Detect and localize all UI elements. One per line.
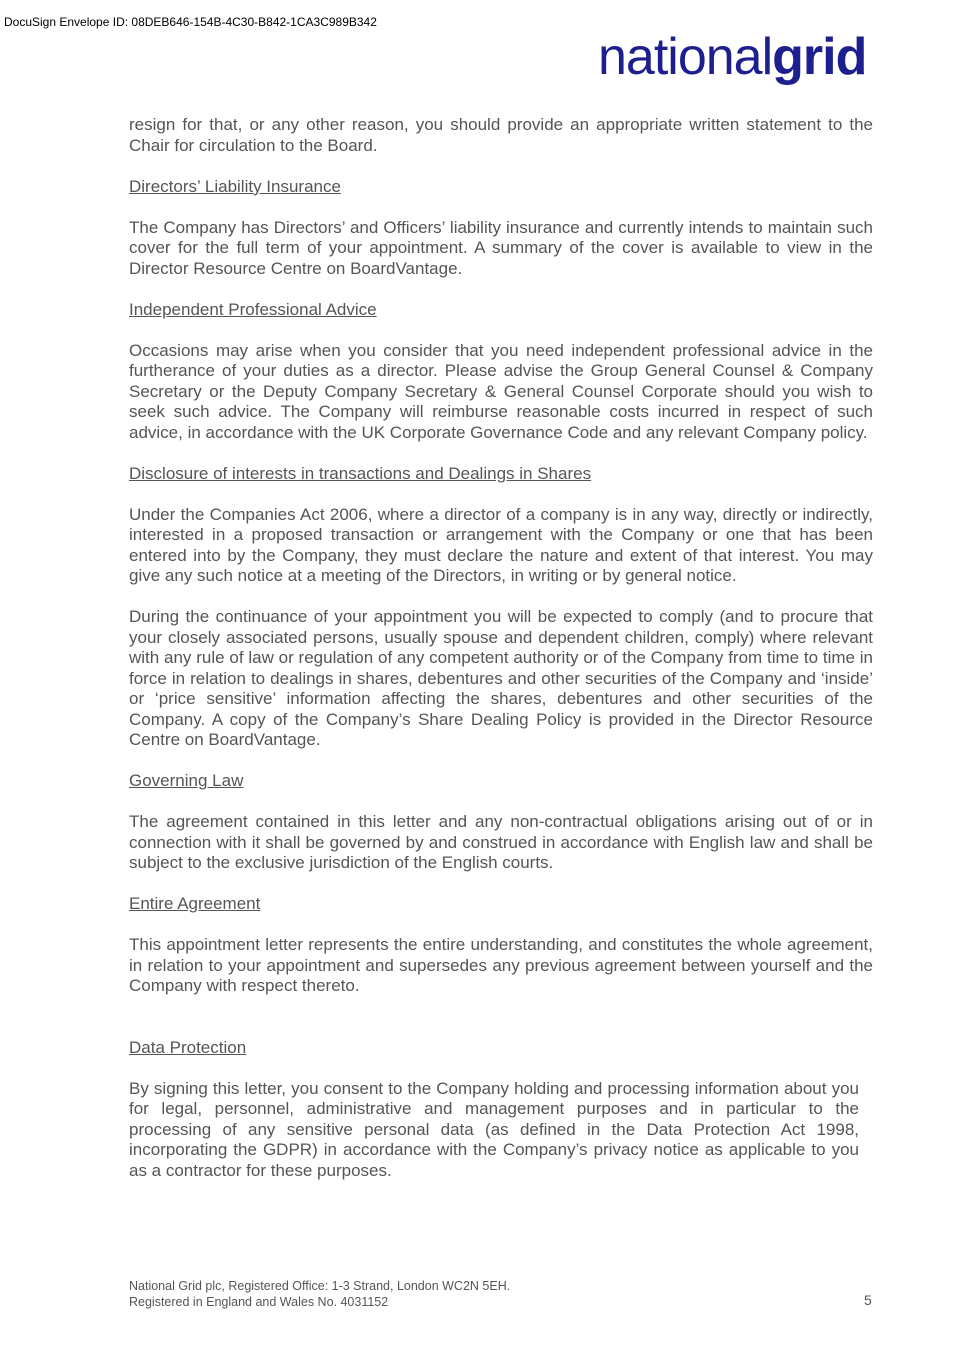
footer-registered-office: National Grid plc, Registered Office: 1-3 Strand, London WC2N 5EH. [129,1279,511,1293]
data-protection-heading: Data Protection [129,1037,247,1057]
national-grid-logo [598,26,866,88]
entire-agreement-heading: Entire Agreement [129,894,261,913]
advice-heading: Independent Professional Advice [129,299,377,319]
page-footer [129,1279,510,1310]
insurance-paragraph: The Company has Directors’ and Officers’ liability insurance and currently intends to maintain such cover for the full term of your appointment. A summary of the cover is available to view in the Director Resource Centre on BoardVantage. [129,217,873,278]
intro-paragraph: resign for that, or any other reason, you should provide an appropriate written statement to the Chair for circulation to the Board. [129,115,873,155]
advice-paragraph: Occasions may arise when you consider that you need independent professional advice in the furtherance of your duties as a director. Please advise the Group General Counsel & Company Secretary or the Deputy Company Secretary & General Counsel Corporate should you wish to seek such advice. The Company will reimburse reasonable costs incurred in respect of such advice, in accordance with the UK Corporate Governance Code and any relevant Company policy. [129,340,873,442]
data-protection-paragraph: By signing this letter, you consent to the Company holding and processing information about you for legal, personnel, administrative and management purposes and in particular to the processing of any sensitive personal data (as defined in the Data Protection Act 1998, incorporating the GDPR) in accordance with the Company’s privacy notice as applicable to you as a contractor for these purposes. [129,1078,859,1180]
footer-registration-number: Registered in England and Wales No. 4031152 [129,1294,389,1309]
docusign-envelope-id: DocuSign Envelope ID: 08DEB646-154B-4C30-B842-1CA3C989B342 [4,15,377,29]
insurance-heading: Directors’ Liability Insurance [129,176,341,196]
governing-law-paragraph: The agreement contained in this letter and any non-contractual obligations arising out of or in connection with it shall be governed by and construed in accordance with English law and shall be subject to the exclusive jurisdiction of the English courts. [129,812,873,872]
logo-text-grid: grid [772,28,867,86]
governing-law-heading: Governing Law [129,771,244,790]
entire-agreement-paragraph: This appointment letter represents the entire understanding, and constitutes the whole agreement, in relation to your appointment and supersedes any previous agreement between yourself and the Company with respect thereto. [129,935,873,995]
disclosure-paragraph-1: Under the Companies Act 2006, where a director of a company is in any way, directly or indirectly, interested in a proposed transaction or arrangement with the Company or one that has been entered into by the Company, they must declare the nature and extent of that interest. You may give any such notice at a meeting of the Directors, in writing or by general notice. [129,504,873,585]
letter-body [129,115,873,1202]
disclosure-paragraph-2: During the continuance of your appointment you will be expected to comply (and to procure that your closely associated persons, usually spouse and dependent children, comply) where relevant with any rule of law or regulation of any competent authority or of the Company from time to time in force in relation to dealings in shares, debentures and other securities of the Company and ‘inside’ or ‘price sensitive’ information affecting the shares, debentures and other securities of the Company. A copy of the Company’s Share Dealing Policy is provided in the Director Resource Centre on BoardVantage. [129,607,873,749]
spacer [129,1017,873,1038]
logo-text-national: national [598,28,773,86]
page-number: 5 [864,1292,872,1308]
disclosure-heading: Disclosure of interests in transactions and Dealings in Shares [129,463,592,483]
